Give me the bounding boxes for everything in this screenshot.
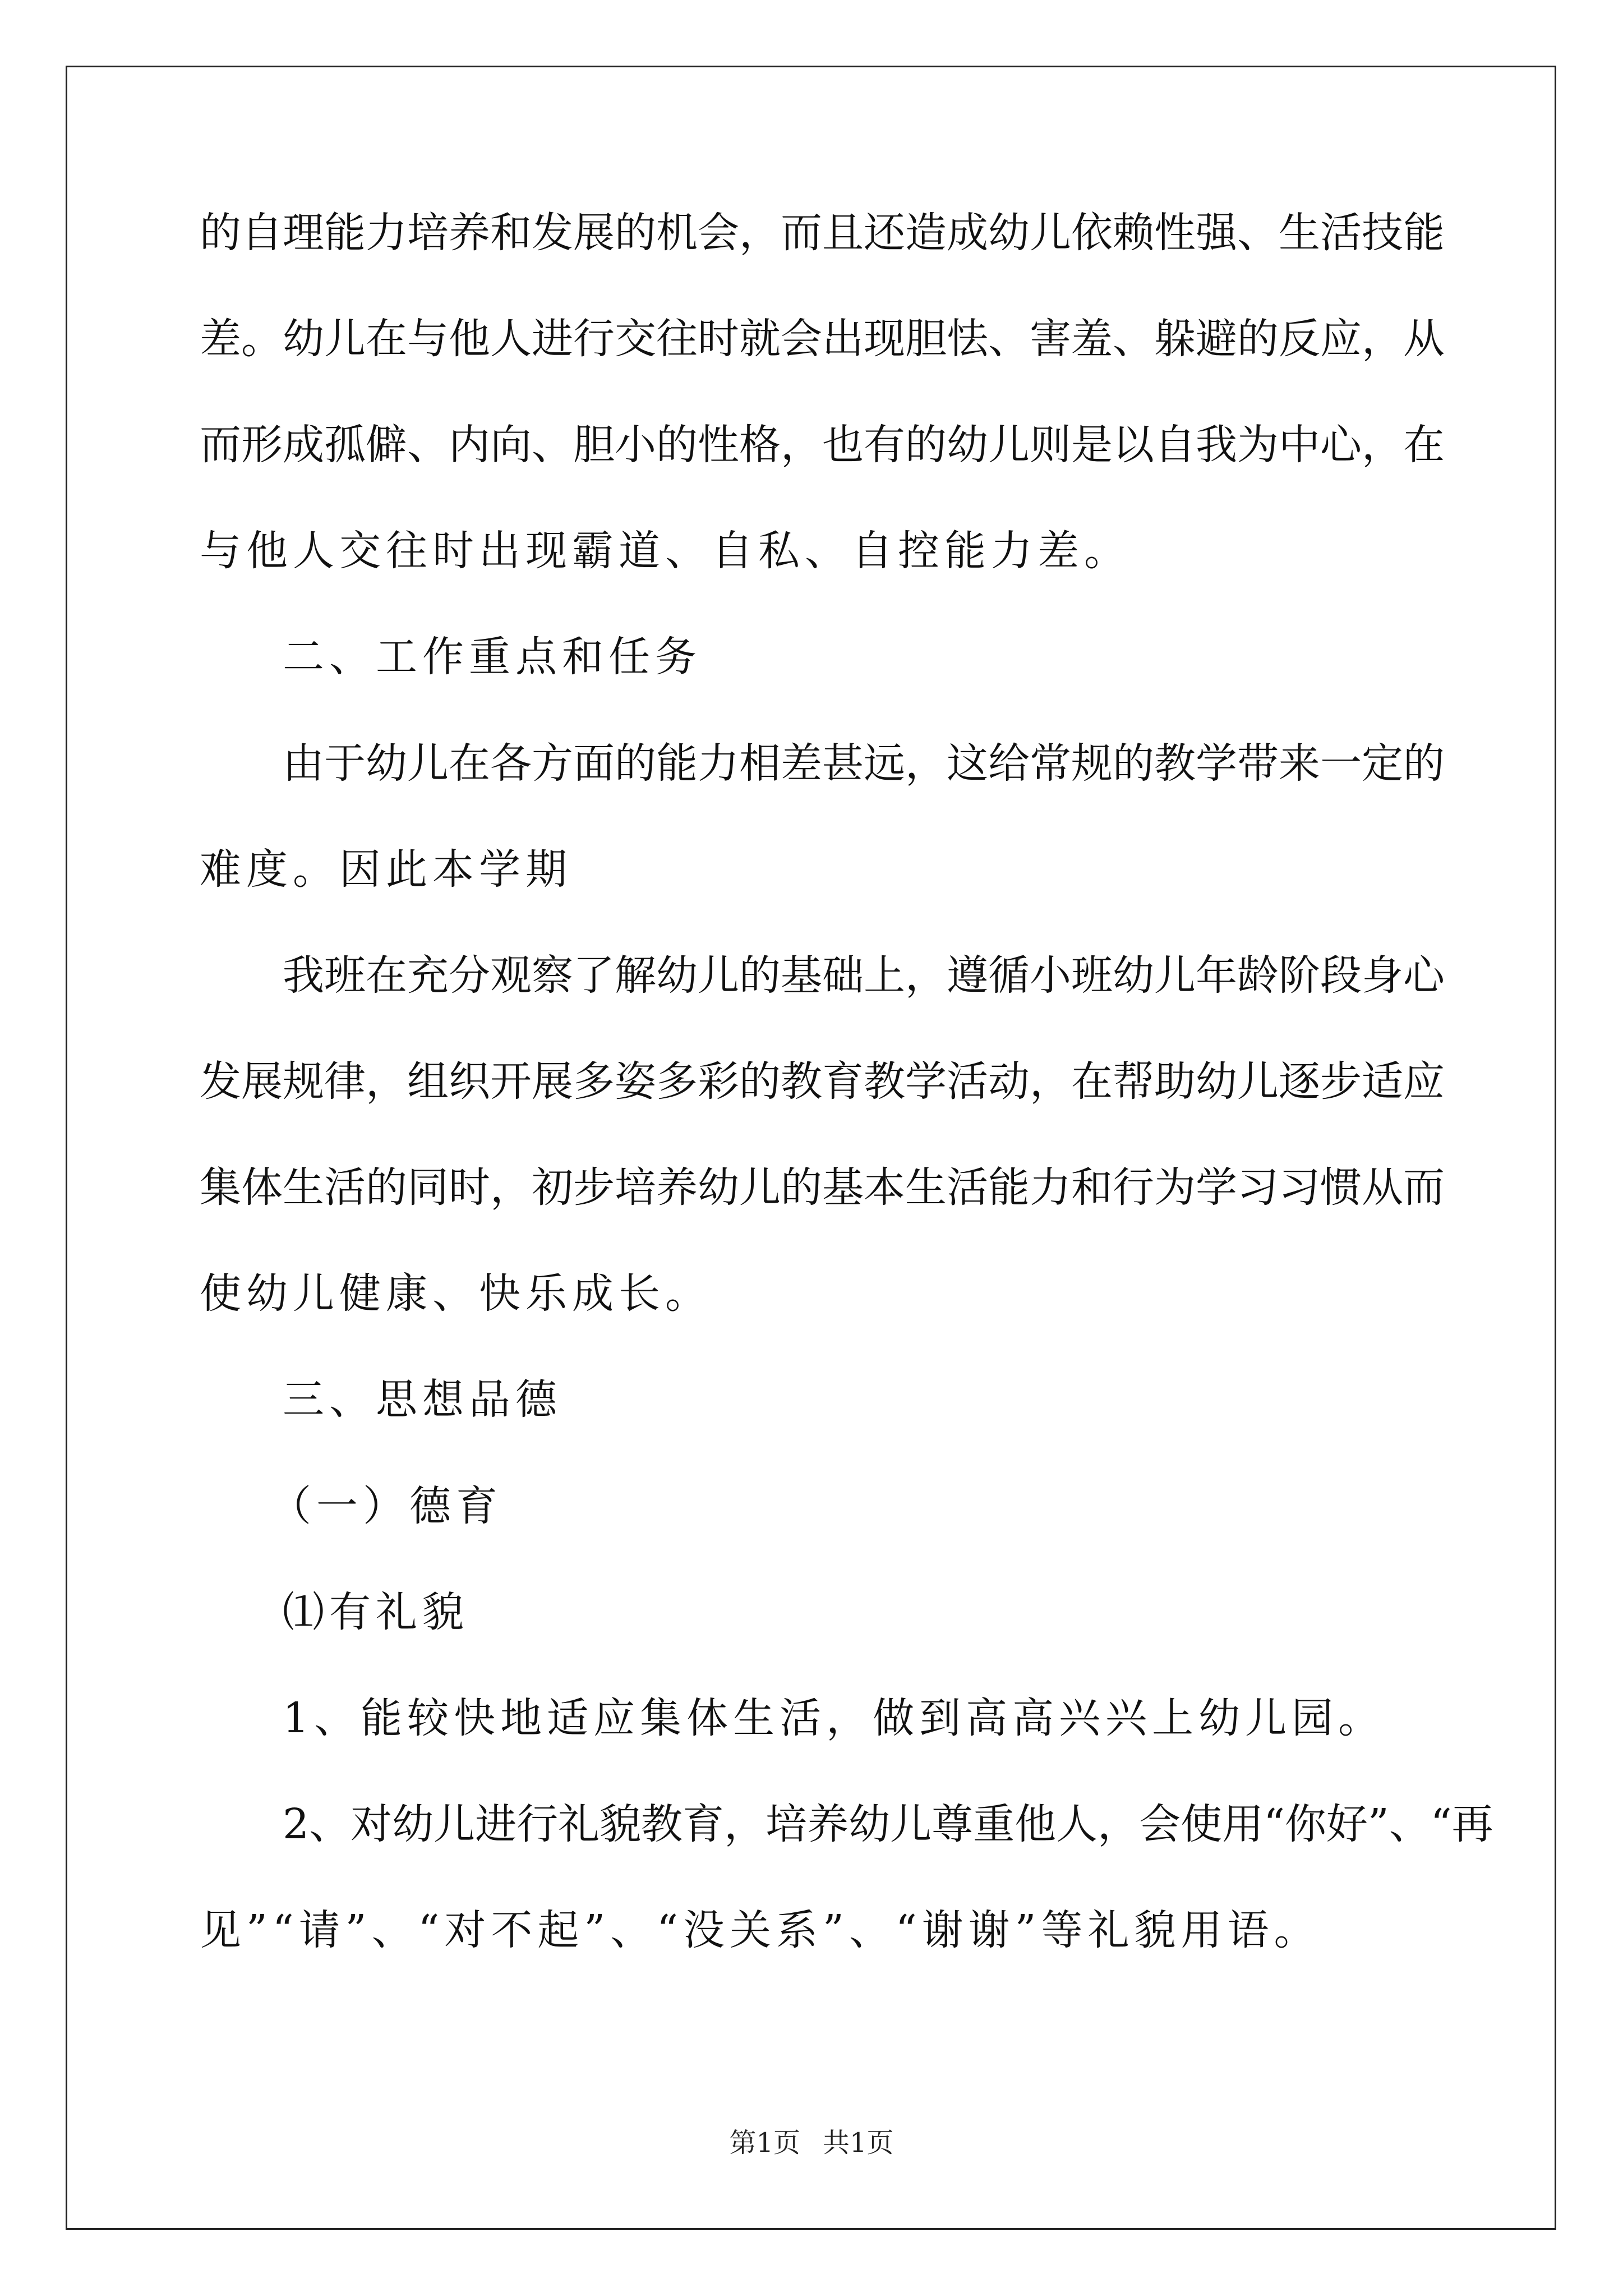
page-footer bbox=[0, 2126, 1623, 2160]
list-item-2: 2、对幼儿进行礼貌教育，培养幼儿尊重他人，会使用“你好”、“再 bbox=[283, 1800, 1493, 1848]
text-line-8: 我班在充分观察了解幼儿的基础上，遵循小班幼儿年龄阶段身心 bbox=[283, 951, 1445, 1000]
text-line-2: 差。幼儿在与他人进行交往时就会出现胆怯、害羞、躲避的反应，从 bbox=[200, 315, 1445, 363]
section-heading-2: 二、工作重点和任务 bbox=[283, 633, 702, 681]
text-line-1: 的自理能力培养和发展的机会，而且还造成幼儿依赖性强、生活技能 bbox=[200, 209, 1445, 257]
list-item-1: 1、能较快地适应集体生活，做到高高兴兴上幼儿园。 bbox=[283, 1694, 1385, 1742]
text-line-10: 集体生活的同时，初步培养幼儿的基本生活能力和行为学习习惯从而 bbox=[200, 1163, 1445, 1212]
section-heading-3: 三、思想品德 bbox=[283, 1375, 562, 1424]
item-heading-1: ⑴有礼貌 bbox=[283, 1588, 469, 1636]
text-line-7: 难度。因此本学期 bbox=[200, 845, 572, 894]
page-total: 共1页 bbox=[823, 2127, 894, 2159]
page-number: 第1页 bbox=[729, 2127, 800, 2159]
text-line-11: 使幼儿健康、快乐成长。 bbox=[200, 1269, 712, 1318]
list-item-2-cont: 见”“请”、“对不起”、“没关系”、“谢谢”等礼貌用语。 bbox=[200, 1906, 1321, 1954]
text-line-3: 而形成孤僻、内向、胆小的性格，也有的幼儿则是以自我为中心，在 bbox=[200, 421, 1445, 469]
text-line-9: 发展规律，组织开展多姿多彩的教育教学活动，在帮助幼儿逐步适应 bbox=[200, 1057, 1445, 1106]
text-line-4: 与他人交往时出现霸道、自私、自控能力差。 bbox=[200, 527, 1131, 575]
text-line-6: 由于幼儿在各方面的能力相差甚远，这给常规的教学带来一定的 bbox=[283, 739, 1445, 788]
subsection-heading-1: （一）德育 bbox=[270, 1482, 502, 1530]
